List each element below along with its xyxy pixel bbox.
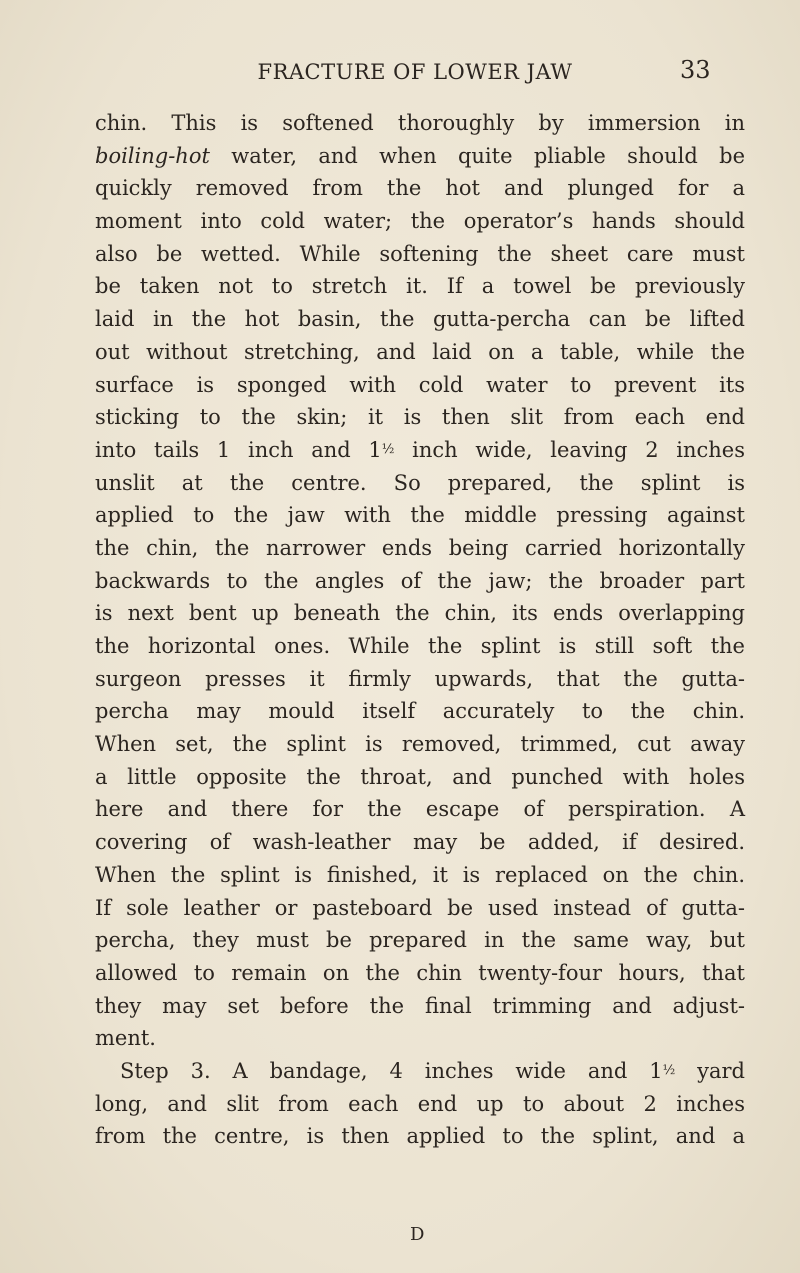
text-line: percha, they must be prepared in the same way, but <box>95 928 745 953</box>
text-line: surgeon presses it firmly upwards, that the gutta- <box>95 666 745 691</box>
text-line: the horizontal ones. While the splint is still soft the <box>95 634 745 658</box>
fraction: ½ <box>662 1062 676 1078</box>
text-line: quickly removed from the hot and plunged for a <box>95 176 745 201</box>
text-line: applied to the jaw with the middle pressing against <box>95 503 745 528</box>
text-line: unslit at the centre. So prepared, the splint is <box>95 470 745 495</box>
running-title: FRACTURE OF LOWER JAW <box>257 60 573 84</box>
text-line: is next bent up beneath the chin, its ends overlapping <box>95 601 745 626</box>
text-line: surface is sponged with cold water to prevent its <box>95 372 745 397</box>
text-line: a little opposite the throat, and punched with holes <box>95 764 745 789</box>
text-line: long, and slit from each end up to about 2 inches <box>95 1091 745 1116</box>
text-line: they may set before the final trimming and adjust- <box>95 993 745 1018</box>
text-line: ment. <box>95 1026 156 1051</box>
text-line: backwards to the angles of the jaw; the broader part <box>95 568 745 593</box>
body-text <box>95 107 745 1153</box>
text-line: be taken not to stretch it. If a towel be previously <box>95 274 745 299</box>
text-line: here and there for the escape of perspiration. A <box>95 797 745 822</box>
text-line: covering of wash-leather may be added, if desired. <box>95 830 745 855</box>
text-line: boiling-hot water, and when quite pliable should be <box>95 143 745 168</box>
text-line: allowed to remain on the chin twenty-four hours, that <box>95 960 745 985</box>
text-line: from the centre, is then applied to the splint, and a <box>95 1124 745 1149</box>
text-line: When set, the splint is removed, trimmed, cut away <box>95 732 745 757</box>
text-line: moment into cold water; the operator’s hands should <box>95 209 745 234</box>
text-line: When the splint is finished, it is replaced on the chin. <box>95 862 745 887</box>
text-line: laid in the hot basin, the gutta-percha can be lifted <box>95 307 745 332</box>
text-line: If sole leather or pasteboard be used instead of gutta- <box>95 895 745 920</box>
fraction: ½ <box>381 441 395 457</box>
text-line: out without stretching, and laid on a table, while the <box>95 339 745 364</box>
text-line: percha may mould itself accurately to the chin. <box>95 699 745 724</box>
text-line: into tails 1 inch and 1½ inch wide, leaving 2 inches <box>95 437 746 462</box>
page-number: 33 <box>680 56 711 84</box>
italic-term: boiling-hot <box>95 143 210 168</box>
text-line: the chin, the narrower ends being carried horizontally <box>95 535 745 560</box>
signature-mark: D <box>410 1224 425 1245</box>
text-line: sticking to the skin; it is then slit from each end <box>95 405 745 430</box>
text-line: also be wetted. While softening the sheet care must <box>95 241 745 266</box>
text-line: chin. This is softened thoroughly by immersion in <box>95 111 745 135</box>
text-line: Step 3. A bandage, 4 inches wide and 1½ yard <box>120 1058 745 1083</box>
